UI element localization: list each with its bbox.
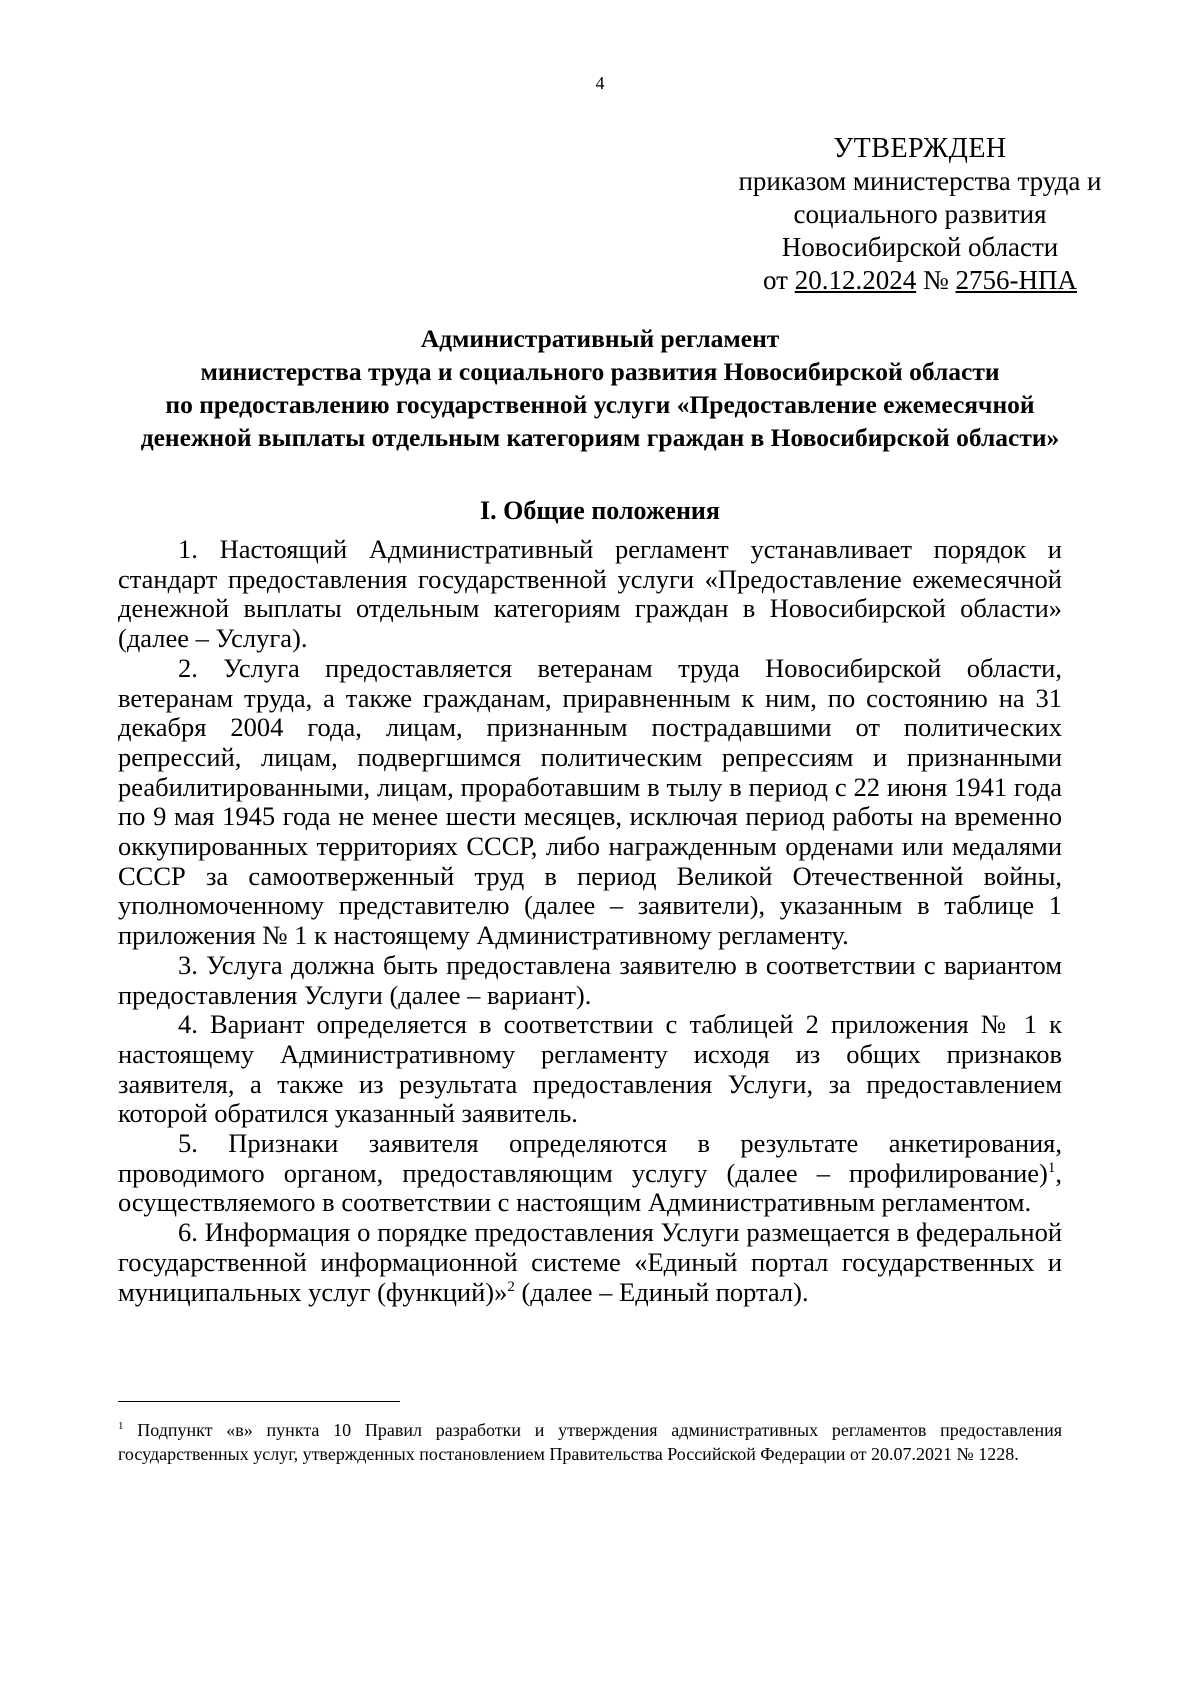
document-title-line-3: по предоставлению государственной услуги «Предоставление ежемесячной	[165, 390, 1035, 419]
paragraph-5	[118, 1129, 1062, 1218]
approval-line-1: приказом министерства труда и	[738, 166, 1102, 196]
paragraph-2: 2. Услуга предоставляется ветеранам труда Новосибирской области, ветеранам труда, а также гражданам, приравненным к ним, по состоянию на 31 декабря 2004 года, лицам, признанным пострадавшими от политических репрессий, лицам, подвергшимся политическим репрессиям и признанными реабилитированными, лицам, проработавшим в тылу в период с 22 июня 1941 года по 9 мая 1945 года не менее шести месяцев, исключая период работы на временно оккупированных территориях СССР, либо награжденным орденами или медалями СССР за самоотверженный труд в период Великой Отечественной войны, уполномоченному представителю (далее – заявители), указанным в таблице 1 приложения № 1 к настоящему Административному регламенту.	[118, 652, 1062, 951]
approval-number: 2756-НПА	[955, 265, 1077, 295]
paragraph-6-text: 6. Информация о порядке предоставления Услуги размещается в федеральной государственной информационной системе «Единый портал государственных и муниципальных услуг (функций)»	[118, 1217, 1062, 1307]
approval-line-3: Новосибирской области	[781, 232, 1059, 262]
document-title	[100, 322, 1100, 454]
approval-date-prefix: от	[763, 265, 788, 295]
paragraph-6	[118, 1218, 1062, 1307]
paragraph-1: 1. Настоящий Административный регламент устанавливает порядок и стандарт предоставления государственной услуги «Предоставление ежемесячной денежной выплаты отдельным категориям граждан в Новосибирской области» (далее – Услуга).	[118, 534, 1062, 654]
paragraph-3: 3. Услуга должна быть предоставлена заявителю в соответствии с вариантом предоставления Услуги (далее – вариант).	[118, 949, 1062, 1010]
document-title-line-2: министерства труда и социального развития Новосибирской области	[200, 357, 1000, 386]
paragraph-5-text-end: , осуществляемого в соответствии с настоящим Административным регламентом.	[118, 1157, 1062, 1218]
body-text	[118, 535, 1062, 1307]
footnote	[118, 1418, 1062, 1466]
footnote-ref-1[interactable]: 1	[1047, 1159, 1056, 1176]
approval-block	[680, 132, 1160, 297]
footnote-divider	[118, 1401, 400, 1402]
document-title-line-4: денежной выплаты отдельным категориям граждан в Новосибирской области»	[140, 423, 1060, 452]
paragraph-6-text-end: (далее – Единый портал).	[514, 1276, 809, 1307]
document-title-line-1: Административный регламент	[420, 324, 780, 353]
approval-date-line	[680, 264, 1160, 297]
approval-number-sign: №	[922, 265, 949, 295]
paragraph-5-text: 5. Признаки заявителя определяются в результате анкетирования, проводимого органом, предоставляющим услугу (далее – профилирование)	[118, 1128, 1062, 1188]
section-title: I. Общие положения	[480, 496, 720, 525]
approval-line-2: социального развития	[793, 199, 1047, 229]
approval-stamp: УТВЕРЖДЕН	[833, 133, 1007, 164]
footnote-ref-2[interactable]: 2	[507, 1278, 515, 1295]
footnote-text: Подпункт «в» пункта 10 Правил разработки и утверждения административных регламентов предоставления государственных услуг, утвержденных постановлением Правительства Российской Федерации от 20.07.2021 № 1228.	[118, 1420, 1062, 1464]
approval-date: 20.12.2024	[794, 265, 917, 295]
paragraph-4: 4. Вариант определяется в соответствии с таблицей 2 приложения № 1 к настоящему Административному регламенту исходя из общих признаков заявителя, а также из результата предоставления Услуги, за предоставлением которой обратился указанный заявитель.	[118, 1009, 1062, 1129]
footnote-mark: 1	[118, 1420, 124, 1432]
page-number: 4	[595, 73, 605, 93]
